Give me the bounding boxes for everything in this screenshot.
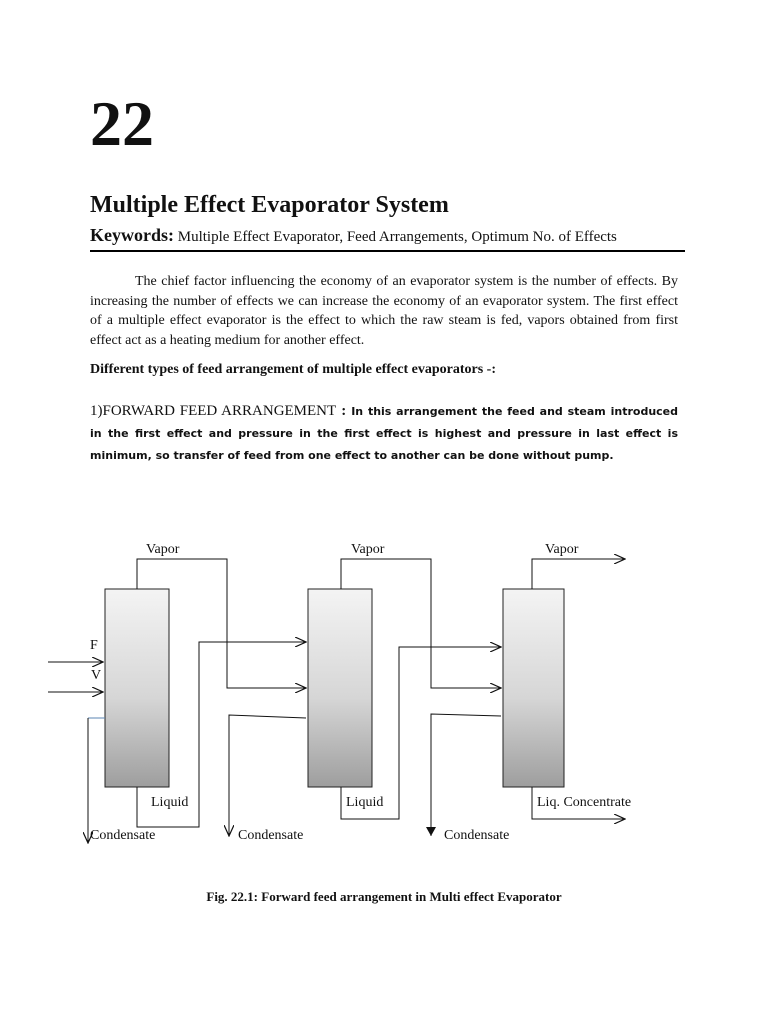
- section-heading: Different types of feed arrangement of multiple effect evaporators -:: [90, 362, 496, 377]
- forward-feed-label: 1)FORWARD FEED ARRANGEMENT: [90, 403, 337, 419]
- condensate-line-2: [229, 715, 306, 836]
- vapor-label-2: Vapor: [351, 542, 385, 557]
- liquid-label-2: Liquid: [346, 795, 384, 810]
- chapter-title: Multiple Effect Evaporator System: [90, 192, 449, 218]
- chapter-number: 22: [90, 88, 154, 159]
- intro-paragraph: The chief factor influencing the economy of an evaporator system is the number of effects. By increasing the number of effects we can increase the economy of an evaporator system. The first effect of a multiple effect evaporator is the effect to which the raw steam is fed, vapors obtained from first effect act as a heating medium for another effect.: [90, 274, 678, 348]
- forward-feed-text: In this arrangement the feed and steam introduced in the first effect and pressure in the first effect is highest and pressure in last effect is minimum, so transfer of feed from one effect to another can be done without pump.: [90, 405, 678, 462]
- vapor-label-1: Vapor: [146, 542, 180, 557]
- condensate-label-1: Condensate: [90, 828, 156, 843]
- steam-label: V: [91, 668, 102, 683]
- condensate-label-3: Condensate: [444, 828, 510, 843]
- forward-feed-colon: :: [341, 403, 347, 419]
- effect-2-vessel: [308, 589, 372, 787]
- effect-1-vessel: [105, 589, 169, 787]
- effect-3-vessel: [503, 589, 564, 787]
- vapor-label-3: Vapor: [545, 542, 579, 557]
- liquid-label-1: Liquid: [151, 795, 189, 810]
- condensate-label-2: Condensate: [238, 828, 304, 843]
- feed-label: F: [90, 638, 98, 653]
- vapor-line-3: [532, 559, 625, 589]
- keywords-text: Multiple Effect Evaporator, Feed Arrangements, Optimum No. of Effects: [177, 229, 617, 245]
- figure-caption: Fig. 22.1: Forward feed arrangement in Multi effect Evaporator: [206, 889, 562, 904]
- condensate-line-3: [431, 714, 501, 836]
- keywords-label: Keywords:: [90, 225, 174, 245]
- liquid-label-3: Liq. Concentrate: [537, 795, 632, 810]
